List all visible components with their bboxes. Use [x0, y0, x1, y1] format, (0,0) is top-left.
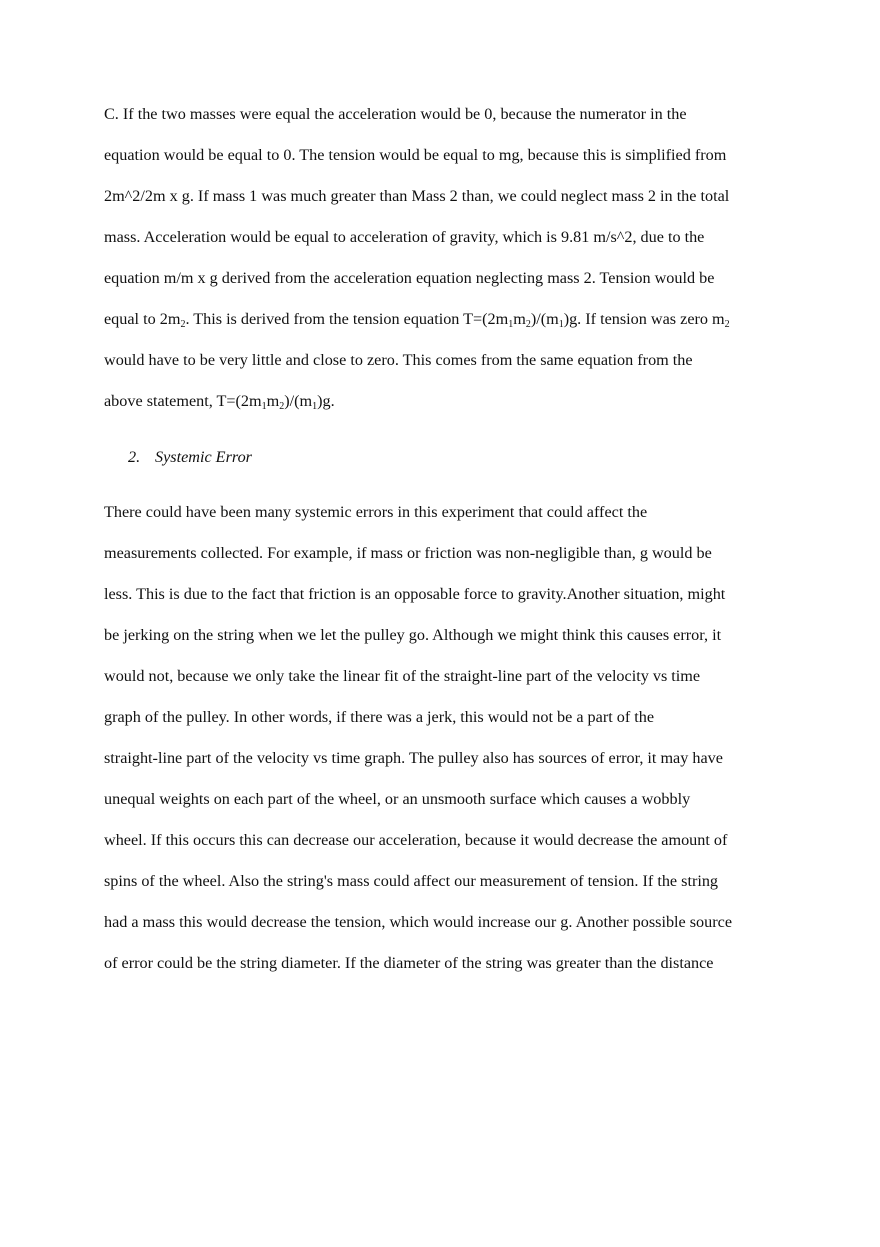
- text-run: )g.: [317, 392, 335, 410]
- heading-title: Systemic Error: [155, 448, 252, 466]
- paragraph-line: would not, because we only take the linear fit of the straight-line part of the velocity vs time: [104, 667, 701, 685]
- paragraph-line: C. If the two masses were equal the acceleration would be 0, because the numerator in the: [104, 105, 687, 123]
- text-run: )g. If tension was zero m: [563, 310, 725, 328]
- section-heading: [128, 437, 252, 478]
- text-run: above statement, T=(2m: [104, 392, 262, 410]
- text-run: . This is derived from the tension equation T=(2m: [185, 310, 509, 328]
- subscript: 2: [180, 319, 186, 330]
- text-run: )/(m: [530, 310, 559, 328]
- paragraph-line-with-subscripts: [104, 381, 794, 422]
- subscript: 2: [525, 319, 531, 330]
- text-run: m: [513, 310, 526, 328]
- paragraph-line: straight-line part of the velocity vs time graph. The pulley also has sources of error, it may have: [104, 749, 723, 767]
- paragraph-line: equation would be equal to 0. The tension would be equal to mg, because this is simplified from: [104, 146, 727, 164]
- paragraph-line: equation m/m x g derived from the acceleration equation neglecting mass 2. Tension would be: [104, 269, 715, 287]
- paragraph-line: be jerking on the string when we let the pulley go. Although we might think this causes error, it: [104, 626, 722, 644]
- subscript: 2: [279, 401, 285, 412]
- paragraph-line: mass. Acceleration would be equal to acceleration of gravity, which is 9.81 m/s^2, due to the: [104, 228, 705, 246]
- heading-number: 2.: [128, 448, 141, 466]
- paragraph-line: spins of the wheel. Also the string's mass could affect our measurement of tension. If the string: [104, 872, 719, 890]
- paragraph-line-with-subscripts: [104, 299, 794, 340]
- paragraph-line: graph of the pulley. In other words, if there was a jerk, this would not be a part of the: [104, 708, 655, 726]
- paragraph-line: There could have been many systemic errors in this experiment that could affect the: [104, 503, 648, 521]
- paragraph-line: unequal weights on each part of the wheel, or an unsmooth surface which causes a wobbly: [104, 790, 691, 808]
- paragraph-line: had a mass this would decrease the tension, which would increase our g. Another possible source: [104, 913, 733, 931]
- text-run: equal to 2m: [104, 310, 181, 328]
- paragraph-line: less. This is due to the fact that friction is an opposable force to gravity.Another situation, might: [104, 585, 726, 603]
- paragraph-line: measurements collected. For example, if mass or friction was non-negligible than, g would be: [104, 544, 712, 562]
- subscript: 1: [508, 319, 514, 330]
- systemic-error-paragraph: [104, 492, 794, 984]
- paragraph-line: of error could be the string diameter. If the diameter of the string was greater than the distance: [104, 954, 714, 972]
- subscript: 1: [558, 319, 564, 330]
- paragraph-line: 2m^2/2m x g. If mass 1 was much greater than Mass 2 than, we could neglect mass 2 in the total: [104, 187, 730, 205]
- subscript: 2: [724, 319, 730, 330]
- subscript: 1: [312, 401, 318, 412]
- text-run: m: [266, 392, 280, 410]
- subscript: 1: [261, 401, 267, 412]
- paragraph-line: would have to be very little and close to zero. This comes from the same equation from the: [104, 351, 693, 369]
- text-run: )/(m: [284, 392, 313, 410]
- section-c-paragraph: [104, 94, 794, 422]
- paragraph-line: wheel. If this occurs this can decrease our acceleration, because it would decrease the amount of: [104, 831, 728, 849]
